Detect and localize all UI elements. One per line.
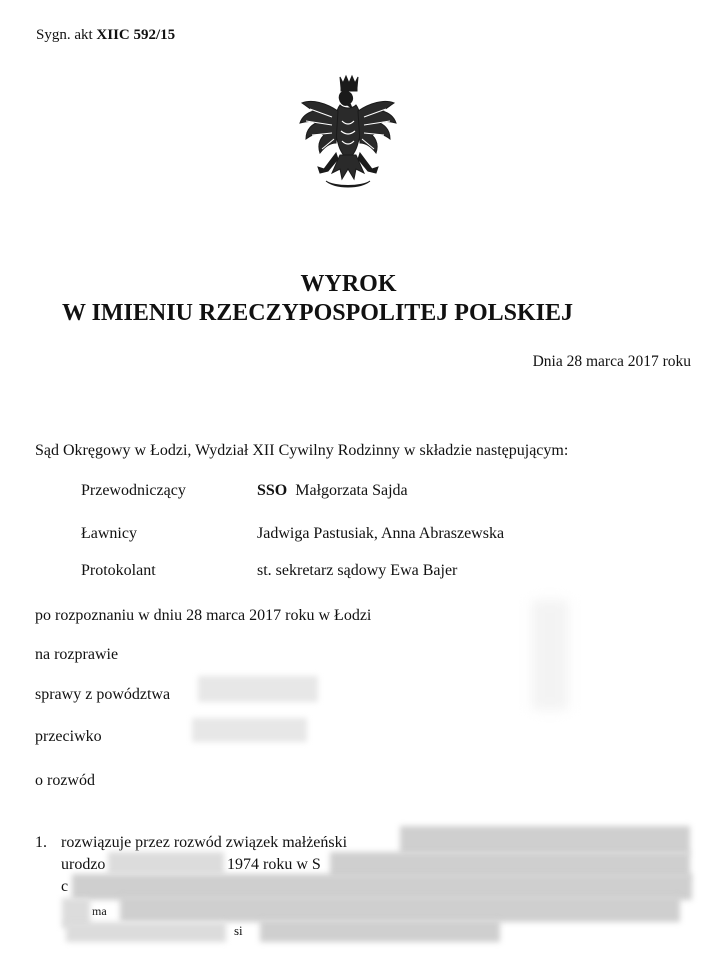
composition-role: Protokolant [81, 562, 156, 579]
polish-eagle-emblem [296, 73, 400, 199]
ruling-text-fragment: urodzo [61, 856, 106, 873]
ruling-text-fragment: c [61, 878, 69, 895]
redaction-block [260, 920, 500, 942]
ruling-item-number: 1. [35, 834, 47, 851]
redaction-block [198, 676, 318, 702]
composition-member: Jadwiga Pastusiak, Anna Abraszewska [257, 525, 505, 542]
case-signature-number: XIIC 592/15 [96, 27, 176, 43]
redaction-block [192, 718, 307, 742]
judge-title: SSO [257, 482, 288, 499]
case-signature-prefix: Sygn. akt [36, 27, 93, 43]
composition-role: Ławnicy [81, 525, 137, 542]
composition-member: st. sekretarz sądowy Ewa Bajer [257, 562, 458, 579]
case-signature [36, 25, 175, 45]
redaction-block [400, 826, 690, 854]
redaction-block [120, 896, 680, 922]
hearing-date-line: po rozpoznaniu w dniu 28 marca 2017 roku w Łodzi [35, 607, 372, 624]
redaction-smudge [532, 600, 568, 710]
ruling-text-fragment: si [234, 923, 243, 938]
composition-role: Przewodniczący [81, 482, 186, 499]
judge-name: Małgorzata Sajda [295, 482, 408, 499]
composition-member [257, 481, 408, 501]
ruling-text-fragment: ma [92, 904, 107, 918]
document-subtitle: W IMIENIU RZECZYPOSPOLITEJ POLSKIEJ [62, 300, 573, 326]
ruling-item-text: rozwiązuje przez rozwód związek małżeński [61, 834, 348, 851]
hearing-type-line: na rozprawie [35, 646, 119, 663]
redaction-block [108, 852, 224, 874]
defendant-line: przeciwko [35, 728, 102, 745]
redaction-block [66, 922, 226, 942]
ruling-text-fragment: 1974 roku w S [227, 856, 321, 873]
case-subject-line: o rozwód [35, 772, 95, 789]
court-composition-intro: Sąd Okręgowy w Łodzi, Wydział XII Cywilny Rodzinny w składzie następującym: [35, 442, 569, 459]
judgment-date: Dnia 28 marca 2017 roku [532, 353, 691, 370]
document-title: WYROK [300, 271, 397, 297]
plaintiff-line: sprawy z powództwa [35, 686, 171, 703]
